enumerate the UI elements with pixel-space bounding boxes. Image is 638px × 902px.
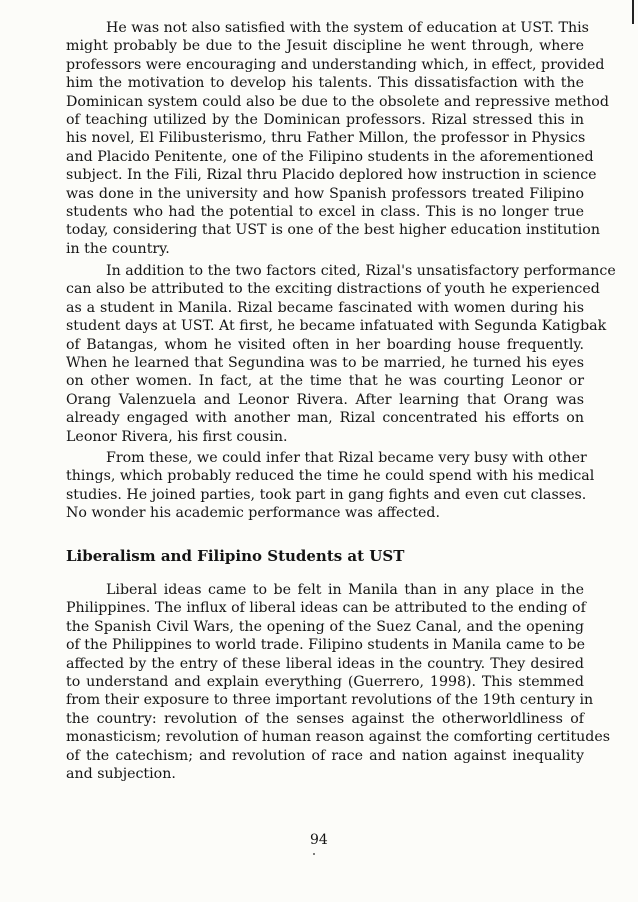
text-line: He was not also satisfied with the system of education at UST. This bbox=[106, 20, 589, 36]
text-line: No wonder his academic performance was affected. bbox=[66, 505, 441, 522]
text-line: from their exposure to three important revolutions of the 19th century in bbox=[66, 692, 594, 709]
text-line: was done in the university and how Spanish professors treated Filipino bbox=[66, 185, 584, 202]
text-line: subject. In the Fili, Rizal thru Placido deplored how instruction in science bbox=[66, 167, 597, 184]
text-line: to understand and explain everything (Guerrero, 1998). This stemmed bbox=[66, 674, 584, 691]
text-line: things, which probably reduced the time he could spend with his medical bbox=[66, 468, 595, 485]
text-line: on other women. In fact, at the time that he was courting Leonor or bbox=[66, 373, 584, 390]
text-line: of Batangas, whom he visited often in her boarding house frequently. bbox=[66, 336, 584, 353]
text-line: Liberal ideas came to be felt in Manila than in any place in the bbox=[106, 582, 584, 598]
text-line: him the motivation to develop his talents. This dissatisfaction with the bbox=[66, 75, 584, 92]
text-line: and subjection. bbox=[66, 766, 176, 783]
text-line: and Placido Penitente, one of the Filipino students in the aforementioned bbox=[66, 148, 594, 165]
text-line: Dominican system could also be due to the obsolete and repressive method bbox=[66, 93, 609, 110]
text-line: the Spanish Civil Wars, the opening of the Suez Canal, and the opening bbox=[66, 618, 584, 635]
text-line: When he learned that Segundina was to be married, he turned his eyes bbox=[66, 355, 584, 372]
text-line: Orang Valenzuela and Leonor Rivera. After learning that Orang was bbox=[66, 391, 584, 408]
text-line: in the country. bbox=[66, 240, 170, 257]
text-line: of the catechism; and revolution of race and nation against inequality bbox=[66, 747, 584, 764]
text-line: his novel, El Filibusterismo, thru Father Millon, the professor in Physics bbox=[66, 130, 586, 147]
text-line: studies. He joined parties, took part in gang fights and even cut classes. bbox=[66, 486, 587, 503]
section-heading: Liberalism and Filipino Students at UST bbox=[66, 547, 405, 565]
text-line: today, considering that UST is one of the best higher education institution bbox=[66, 222, 600, 239]
section-paragraph bbox=[66, 581, 611, 783]
text-line: might probably be due to the Jesuit discipline he went through, where bbox=[66, 38, 584, 55]
text-line: can also be attributed to the exciting distractions of youth he experienced bbox=[66, 281, 600, 298]
paragraph-1 bbox=[66, 19, 609, 258]
page-edge-mark bbox=[632, 0, 634, 24]
text-line: Philippines. The influx of liberal ideas can be attributed to the ending of bbox=[66, 600, 586, 617]
text-line: of the Philippines to world trade. Filipino students in Manila came to be bbox=[66, 637, 585, 654]
text-line: students who had the potential to excel in class. This is no longer true bbox=[66, 204, 584, 221]
scan-speck bbox=[313, 853, 315, 855]
text-line: the country: revolution of the senses against the otherworldliness of bbox=[66, 710, 584, 727]
text-line: In addition to the two factors cited, Rizal's unsatisfactory performance bbox=[106, 263, 616, 279]
text-line: Leonor Rivera, his first cousin. bbox=[66, 428, 288, 445]
text-line: From these, we could infer that Rizal became very busy with other bbox=[106, 450, 587, 466]
text-line: student days at UST. At first, he became infatuated with Segunda Katigbak bbox=[66, 318, 607, 335]
paragraph-2 bbox=[66, 262, 616, 446]
text-line: professors were encouraging and understanding which, in effect, provided bbox=[66, 56, 605, 73]
text-line: affected by the entry of these liberal ideas in the country. They desired bbox=[66, 655, 584, 672]
text-line: already engaged with another man, Rizal concentrated his efforts on bbox=[66, 410, 584, 427]
text-line: as a student in Manila. Rizal became fascinated with women during his bbox=[66, 299, 584, 316]
text-line: of teaching utilized by the Dominican professors. Rizal stressed this in bbox=[66, 112, 584, 129]
text-line: monasticism; revolution of human reason against the comforting certitudes bbox=[66, 729, 611, 746]
page-number: 94 bbox=[310, 832, 328, 848]
paragraph-3 bbox=[66, 449, 595, 523]
